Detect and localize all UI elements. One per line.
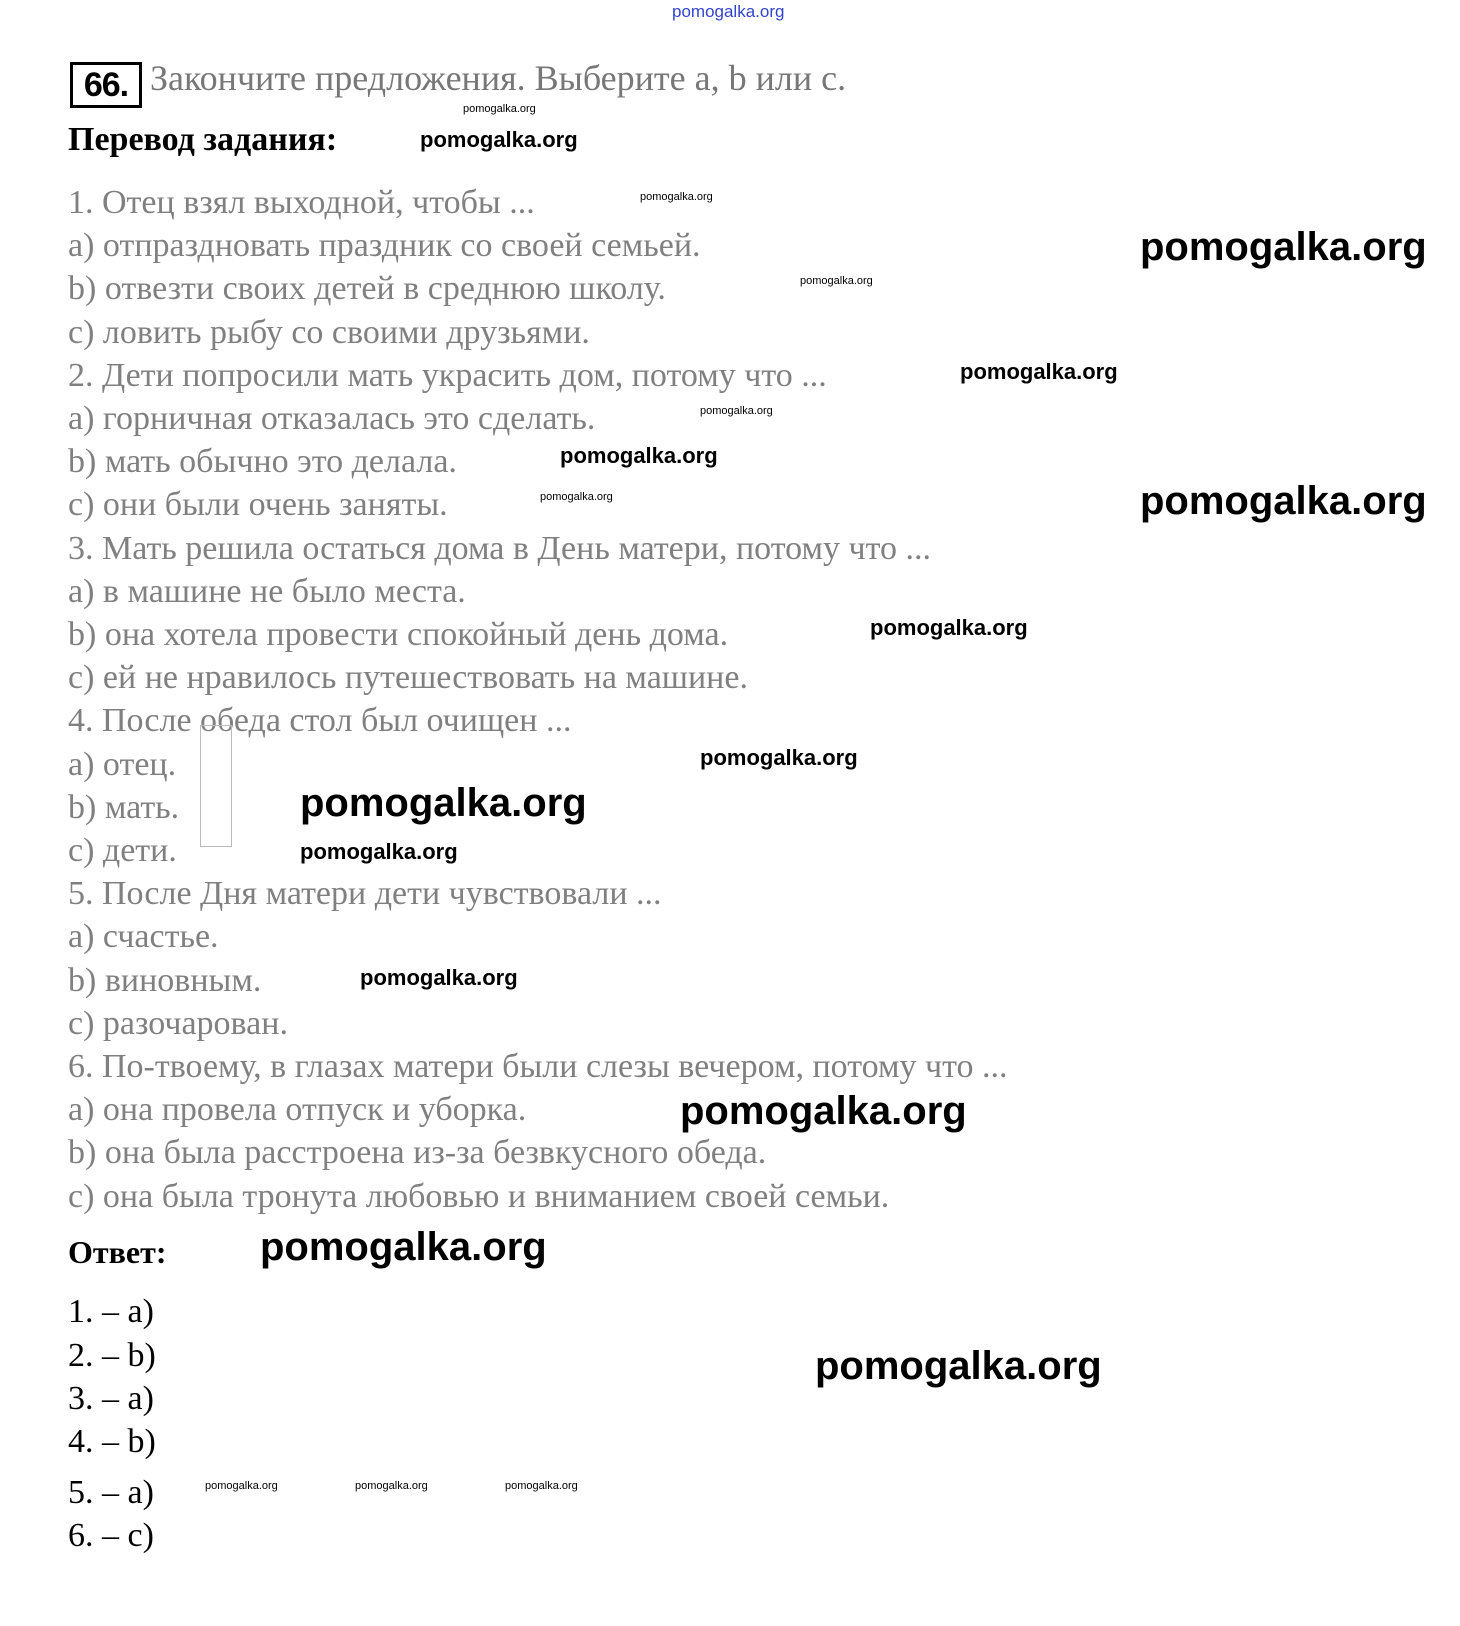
watermark: pomogalka.org (700, 405, 773, 417)
translation-line: 5. После Дня матери дети чувствовали ... (68, 875, 662, 913)
watermark: pomogalka.org (870, 615, 1028, 640)
watermark: pomogalka.org (1140, 225, 1427, 269)
watermark: pomogalka.org (505, 1480, 578, 1492)
watermark: pomogalka.org (420, 127, 578, 152)
watermark: pomogalka.org (463, 103, 536, 115)
translation-line: 6. По-твоему, в глазах матери были слезы вечером, потому что ... (68, 1048, 1008, 1085)
watermark: pomogalka.org (355, 1480, 428, 1492)
exercise-number: 66. (70, 62, 142, 108)
translation-line: b) мать. (68, 788, 180, 826)
watermark: pomogalka.org (680, 1089, 967, 1133)
translation-line: 4. После обеда стол был очищен ... (68, 702, 572, 740)
watermark: pomogalka.org (640, 191, 713, 203)
translation-line: a) в машине не было места. (68, 572, 466, 610)
translation-line: b) она хотела провести спокойный день дома. (68, 616, 729, 653)
translation-line: 3. Мать решила остаться дома в День матери, потому что ... (68, 529, 931, 567)
ghost-mark (200, 725, 232, 847)
translation-line: b) она была расстроена из-за безвкусного обеда. (68, 1134, 767, 1172)
watermark: pomogalka.org (205, 1480, 278, 1492)
watermark: pomogalka.org (260, 1225, 547, 1269)
watermark: pomogalka.org (1140, 479, 1427, 523)
translation-line: a) отпраздновать праздник со своей семьей. (68, 227, 701, 265)
translation-heading: Перевод задания: (68, 121, 338, 158)
watermark: pomogalka.org (560, 443, 718, 468)
translation-line: a) счастье. (68, 918, 219, 956)
translation-line: b) мать обычно это делала. (68, 443, 457, 481)
watermark: pomogalka.org (700, 745, 858, 770)
translation-line: 1. Отец взял выходной, чтобы ... (68, 184, 535, 221)
translation-line: a) горничная отказалась это сделать. (68, 400, 596, 437)
exercise-instruction: Закончите предложения. Выберите a, b или c. (150, 58, 847, 98)
watermark: pomogalka.org (360, 965, 518, 990)
answer-item: 4. – b) (68, 1423, 156, 1460)
translation-line: c) ловить рыбу со своими друзьями. (68, 313, 590, 351)
answer-heading: Ответ: (68, 1234, 167, 1270)
translation-line: c) разочарован. (68, 1004, 288, 1042)
translation-line: b) виновным. (68, 961, 262, 999)
watermark: pomogalka.org (960, 359, 1118, 384)
watermark: pomogalka.org (540, 491, 613, 503)
answer-item: 1. – a) (68, 1293, 154, 1330)
watermark: pomogalka.org (800, 275, 873, 287)
translation-line: a) она провела отпуск и уборка. (68, 1091, 527, 1129)
answer-item: 2. – b) (68, 1337, 156, 1374)
header-watermark: pomogalka.org (672, 2, 785, 21)
translation-line: c) ей не нравилось путешествовать на машине. (68, 659, 748, 697)
translation-line: c) они были очень заняты. (68, 486, 448, 524)
translation-line: c) она была тронута любовью и вниманием своей семьи. (68, 1177, 890, 1215)
watermark: pomogalka.org (300, 781, 587, 825)
translation-line: 2. Дети попросили мать украсить дом, потому что ... (68, 356, 827, 394)
answer-item: 5. – a) (68, 1474, 154, 1511)
translation-line: c) дети. (68, 832, 177, 869)
watermark: pomogalka.org (815, 1344, 1102, 1388)
answer-item: 6. – c) (68, 1517, 154, 1554)
watermark: pomogalka.org (300, 839, 458, 864)
answer-item: 3. – a) (68, 1380, 154, 1417)
translation-line: a) отец. (68, 745, 177, 783)
translation-line: b) отвезти своих детей в среднюю школу. (68, 270, 666, 308)
